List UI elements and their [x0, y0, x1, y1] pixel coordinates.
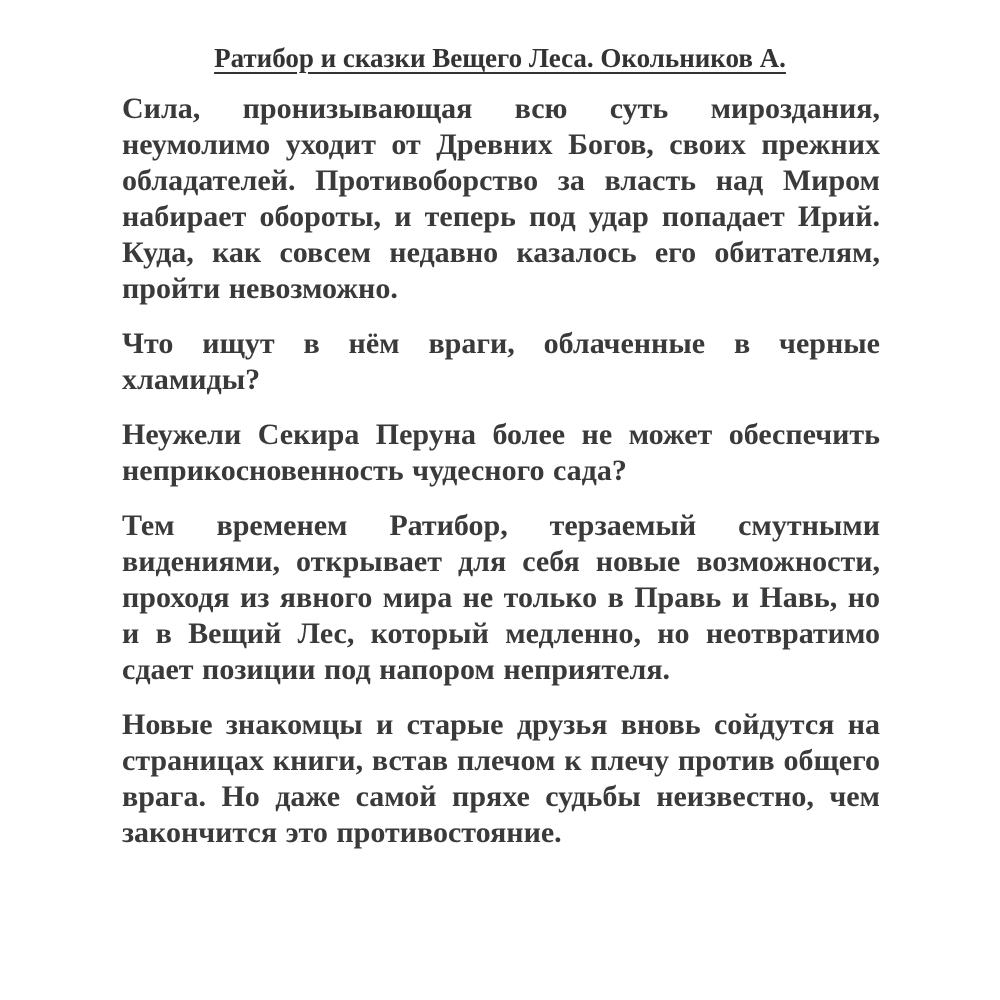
annotation-body	[122, 91, 880, 851]
paragraph-2: Что ищут в нём враги, облаченные в черные хламиды?	[122, 327, 880, 396]
paragraph-4: Тем временем Ратибор, терзаемый смутными видениями, открывает для себя новые возможности, проходя из явного мира не только в Правь и Навь, но и в Вещий Лес, который медленно, но неотвратимо сдает позиции под напором неприятеля.	[122, 509, 880, 686]
paragraph-3: Неужели Секира Перуна более не может обеспечить неприкосновенность чудесного сада?	[122, 418, 880, 487]
page-title: Ратибор и сказки Вещего Леса. Окольников А.	[214, 43, 786, 73]
paragraph-1: Сила, пронизывающая всю суть мироздания, неумолимо уходит от Древних Богов, своих прежних обладателей. Противоборство за власть над Миром набирает обороты, и теперь под удар попадает Ирий. Куда, как совсем недавно казалось его обитателям, пройти невозможно.	[122, 92, 880, 305]
paragraph-5: Новые знакомцы и старые друзья вновь сойдутся на страницах книги, встав плечом к плечу против общего врага. Но даже самой пряхе судьбы неизвестно, чем закончится это противостояние.	[122, 708, 880, 849]
